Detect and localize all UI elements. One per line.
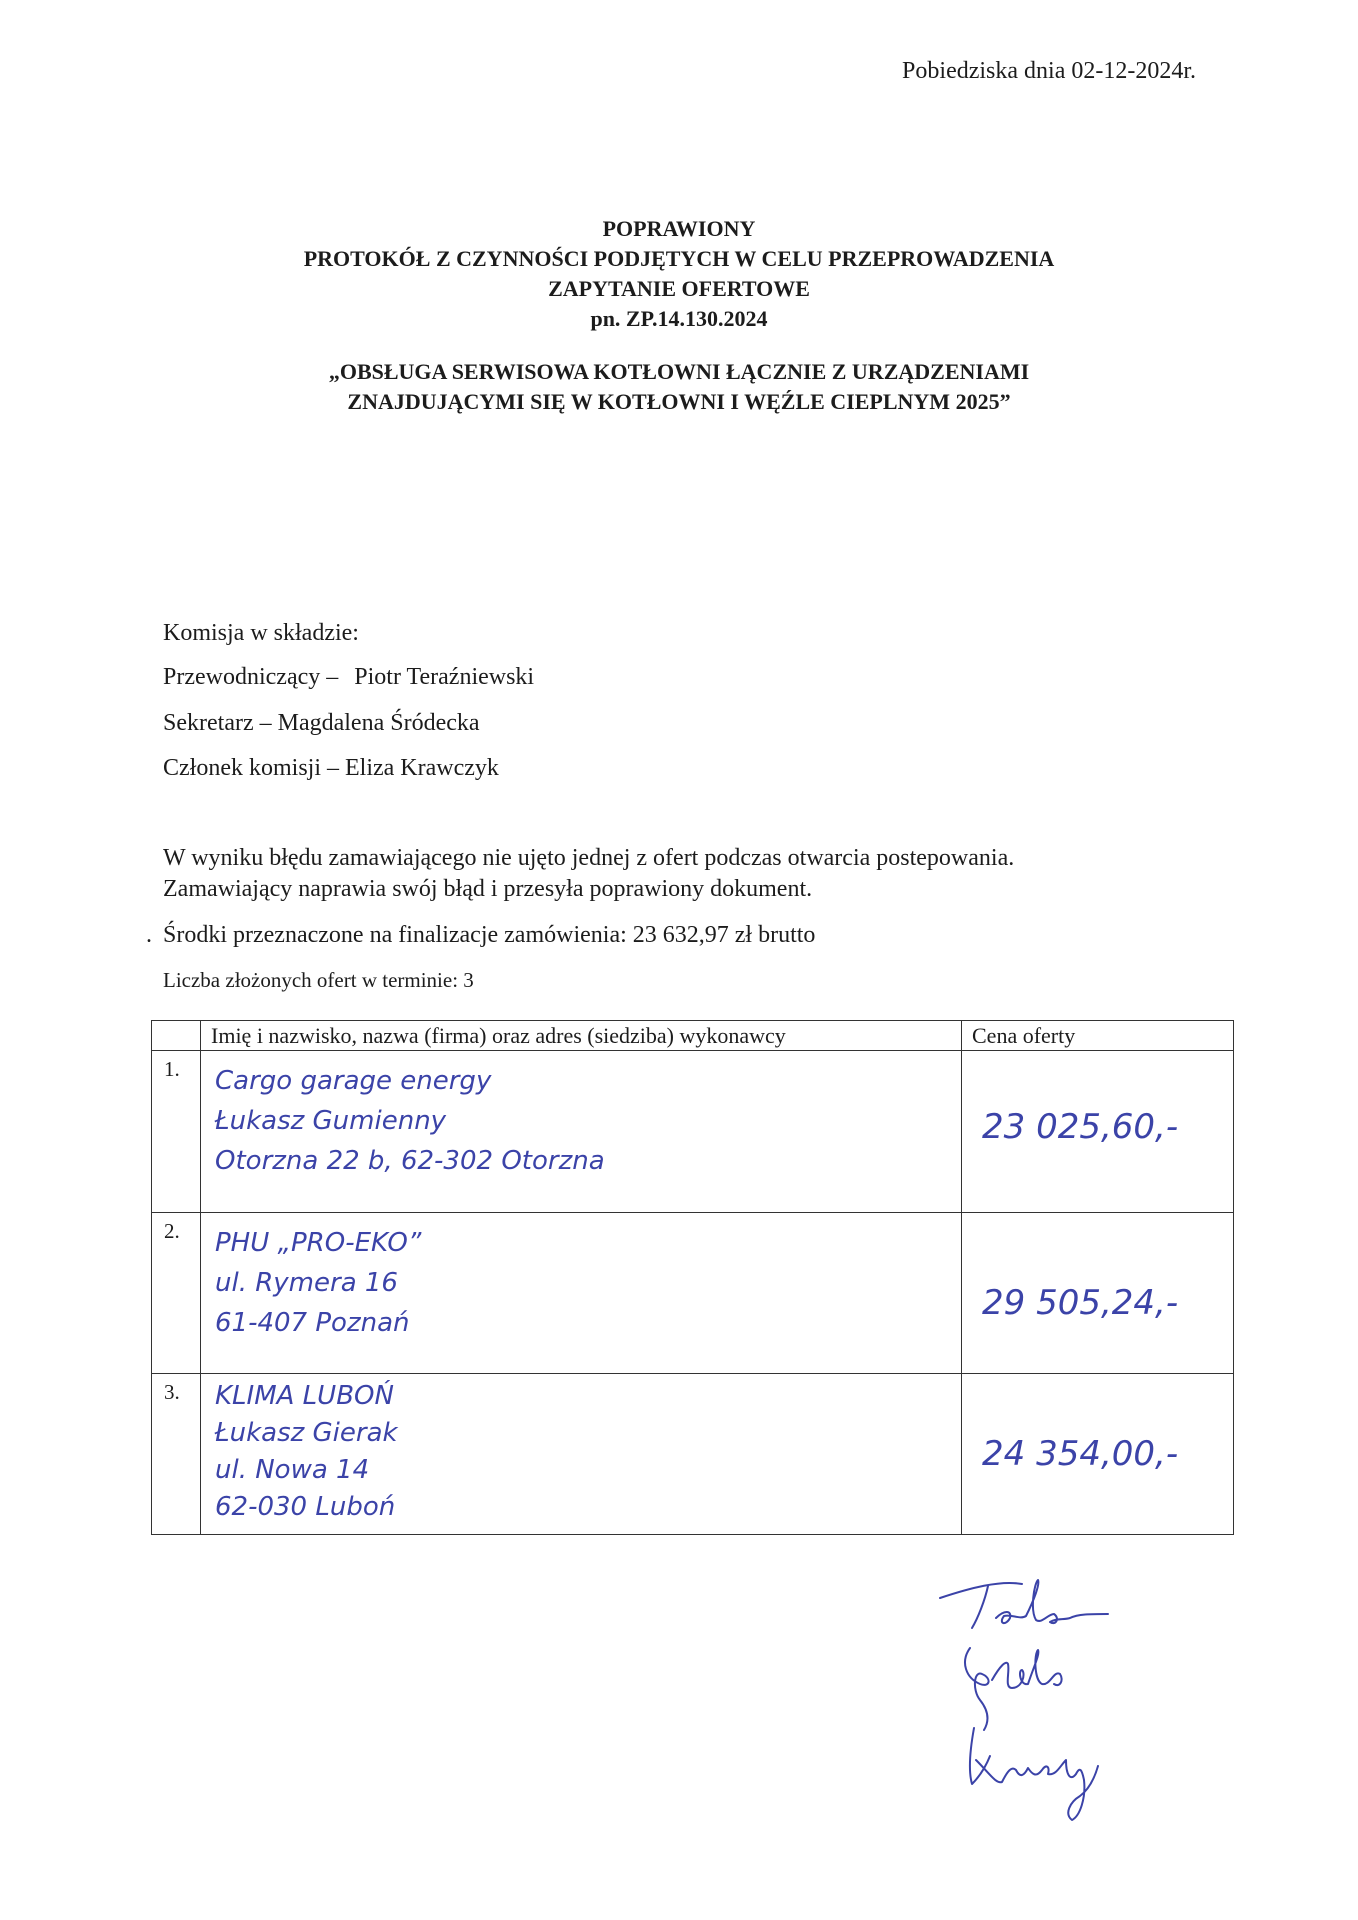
offer-price: 24 354,00,-: [982, 1434, 1179, 1474]
header-name: Imię i nazwisko, nazwa (firma) oraz adres (siedziba) wykonawcy: [201, 1021, 962, 1051]
price-cell: [962, 1374, 1234, 1535]
table-row: [152, 1051, 1234, 1213]
table-header-row: [152, 1021, 1234, 1051]
signatures-block: [930, 1570, 1220, 1860]
info-line-1: W wyniku błędu zamawiającego nie ujęto jednej z ofert podczas otwarcia postepowania.: [163, 845, 1015, 871]
commission-member: Członek komisji – Eliza Krawczyk: [163, 755, 499, 781]
contractor-line: 61-407 Poznań: [215, 1308, 410, 1338]
document-date: Pobiedziska dnia 02-12-2024r.: [902, 58, 1196, 84]
row-number: 3.: [152, 1374, 201, 1535]
signature-1: [940, 1580, 1108, 1628]
table-row: [152, 1374, 1234, 1535]
chair-label: Przewodniczący –: [163, 664, 339, 690]
signature-2: [965, 1648, 1062, 1730]
subject-title: [0, 357, 1358, 417]
offer-price: 23 025,60,-: [982, 1107, 1179, 1147]
margin-dot: .: [146, 922, 152, 948]
contractor-line: Otorzna 22 b, 62-302 Otorzna: [215, 1146, 605, 1176]
contractor-line: Cargo garage energy: [215, 1066, 492, 1096]
table-row: [152, 1213, 1234, 1374]
contractor-line: Łukasz Gierak: [215, 1418, 398, 1448]
title-line-3: ZAPYTANIE OFERTOWE: [548, 276, 810, 301]
document-title: [0, 214, 1358, 334]
price-cell: [962, 1051, 1234, 1213]
contractor-line: ul. Nowa 14: [215, 1455, 370, 1485]
header-price: Cena oferty: [962, 1021, 1234, 1051]
funds-line: Środki przeznaczone na finalizacje zamówienia: 23 632,97 zł brutto: [163, 922, 816, 948]
offers-table: [151, 1020, 1234, 1535]
row-number: 2.: [152, 1213, 201, 1374]
contractor-line: Łukasz Gumienny: [215, 1106, 447, 1136]
offer-price: 29 505,24,-: [982, 1283, 1179, 1323]
contractor-cell: [201, 1213, 962, 1374]
contractor-line: ul. Rymera 16: [215, 1268, 398, 1298]
title-line-1: POPRAWIONY: [602, 216, 756, 241]
price-cell: [962, 1213, 1234, 1374]
chair-name: Piotr Teraźniewski: [354, 664, 535, 690]
commission-heading: Komisja w składzie:: [163, 620, 359, 646]
commission-secretary: Sekretarz – Magdalena Śródecka: [163, 710, 480, 736]
offers-count-line: Liczba złożonych ofert w terminie: 3: [163, 968, 474, 992]
contractor-cell: [201, 1051, 962, 1213]
header-num: [152, 1021, 201, 1051]
contractor-cell: [201, 1374, 962, 1535]
signature-3: [970, 1728, 1098, 1820]
commission-chair: [163, 664, 534, 691]
info-line-2: Zamawiający naprawia swój błąd i przesyła poprawiony dokument.: [163, 876, 813, 902]
subject-line-2: ZNAJDUJĄCYMI SIĘ W KOTŁOWNI I WĘŹLE CIEPLNYM 2025”: [347, 389, 1011, 414]
contractor-line: PHU „PRO-EKO”: [215, 1228, 422, 1258]
contractor-line: KLIMA LUBOŃ: [215, 1381, 394, 1411]
subject-line-1: „OBSŁUGA SERWISOWA KOTŁOWNI ŁĄCZNIE Z URZĄDZENIAMI: [328, 359, 1030, 384]
reference-number: pn. ZP.14.130.2024: [590, 306, 768, 331]
contractor-line: 62-030 Luboń: [215, 1492, 396, 1522]
title-line-2: PROTOKÓŁ Z CZYNNOŚCI PODJĘTYCH W CELU PRZEPROWADZENIA: [303, 246, 1055, 271]
row-number: 1.: [152, 1051, 201, 1213]
